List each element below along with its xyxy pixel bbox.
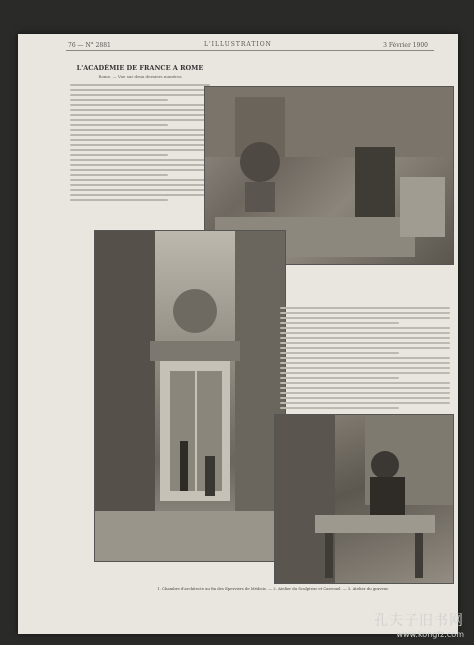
engraver-photo-art	[275, 415, 453, 583]
watermark-url: www.kongfz.com	[396, 630, 464, 639]
newspaper-page	[18, 34, 458, 634]
article-title: L'ACADÉMIE DE FRANCE A ROME	[76, 64, 204, 72]
article-body	[70, 84, 210, 201]
watermark-title: 孔夫子旧书网	[374, 613, 464, 629]
header-rule	[66, 50, 434, 51]
villa-doorway-photo	[94, 230, 286, 562]
issue-date: 3 Février 1900	[383, 42, 428, 49]
doorway-photo-art	[95, 231, 285, 561]
article-body-right	[280, 307, 450, 409]
figure-caption: 1. Chambre d'architecte au fin des Eperviers de Médicis. — 2. Atelier du Sculpteur et Carrouel. — 3. Atelier du graveur.	[157, 586, 389, 591]
engraver-studio-photo	[274, 414, 454, 584]
article-subtitle: Rome. — Vue sur deux derniers numéros	[98, 74, 182, 79]
page-number: 76 — N° 2881	[68, 42, 111, 49]
article-column-right	[280, 304, 450, 412]
masthead: L'ILLUSTRATION	[204, 41, 272, 48]
watermark	[374, 610, 464, 639]
article-column	[70, 56, 210, 204]
